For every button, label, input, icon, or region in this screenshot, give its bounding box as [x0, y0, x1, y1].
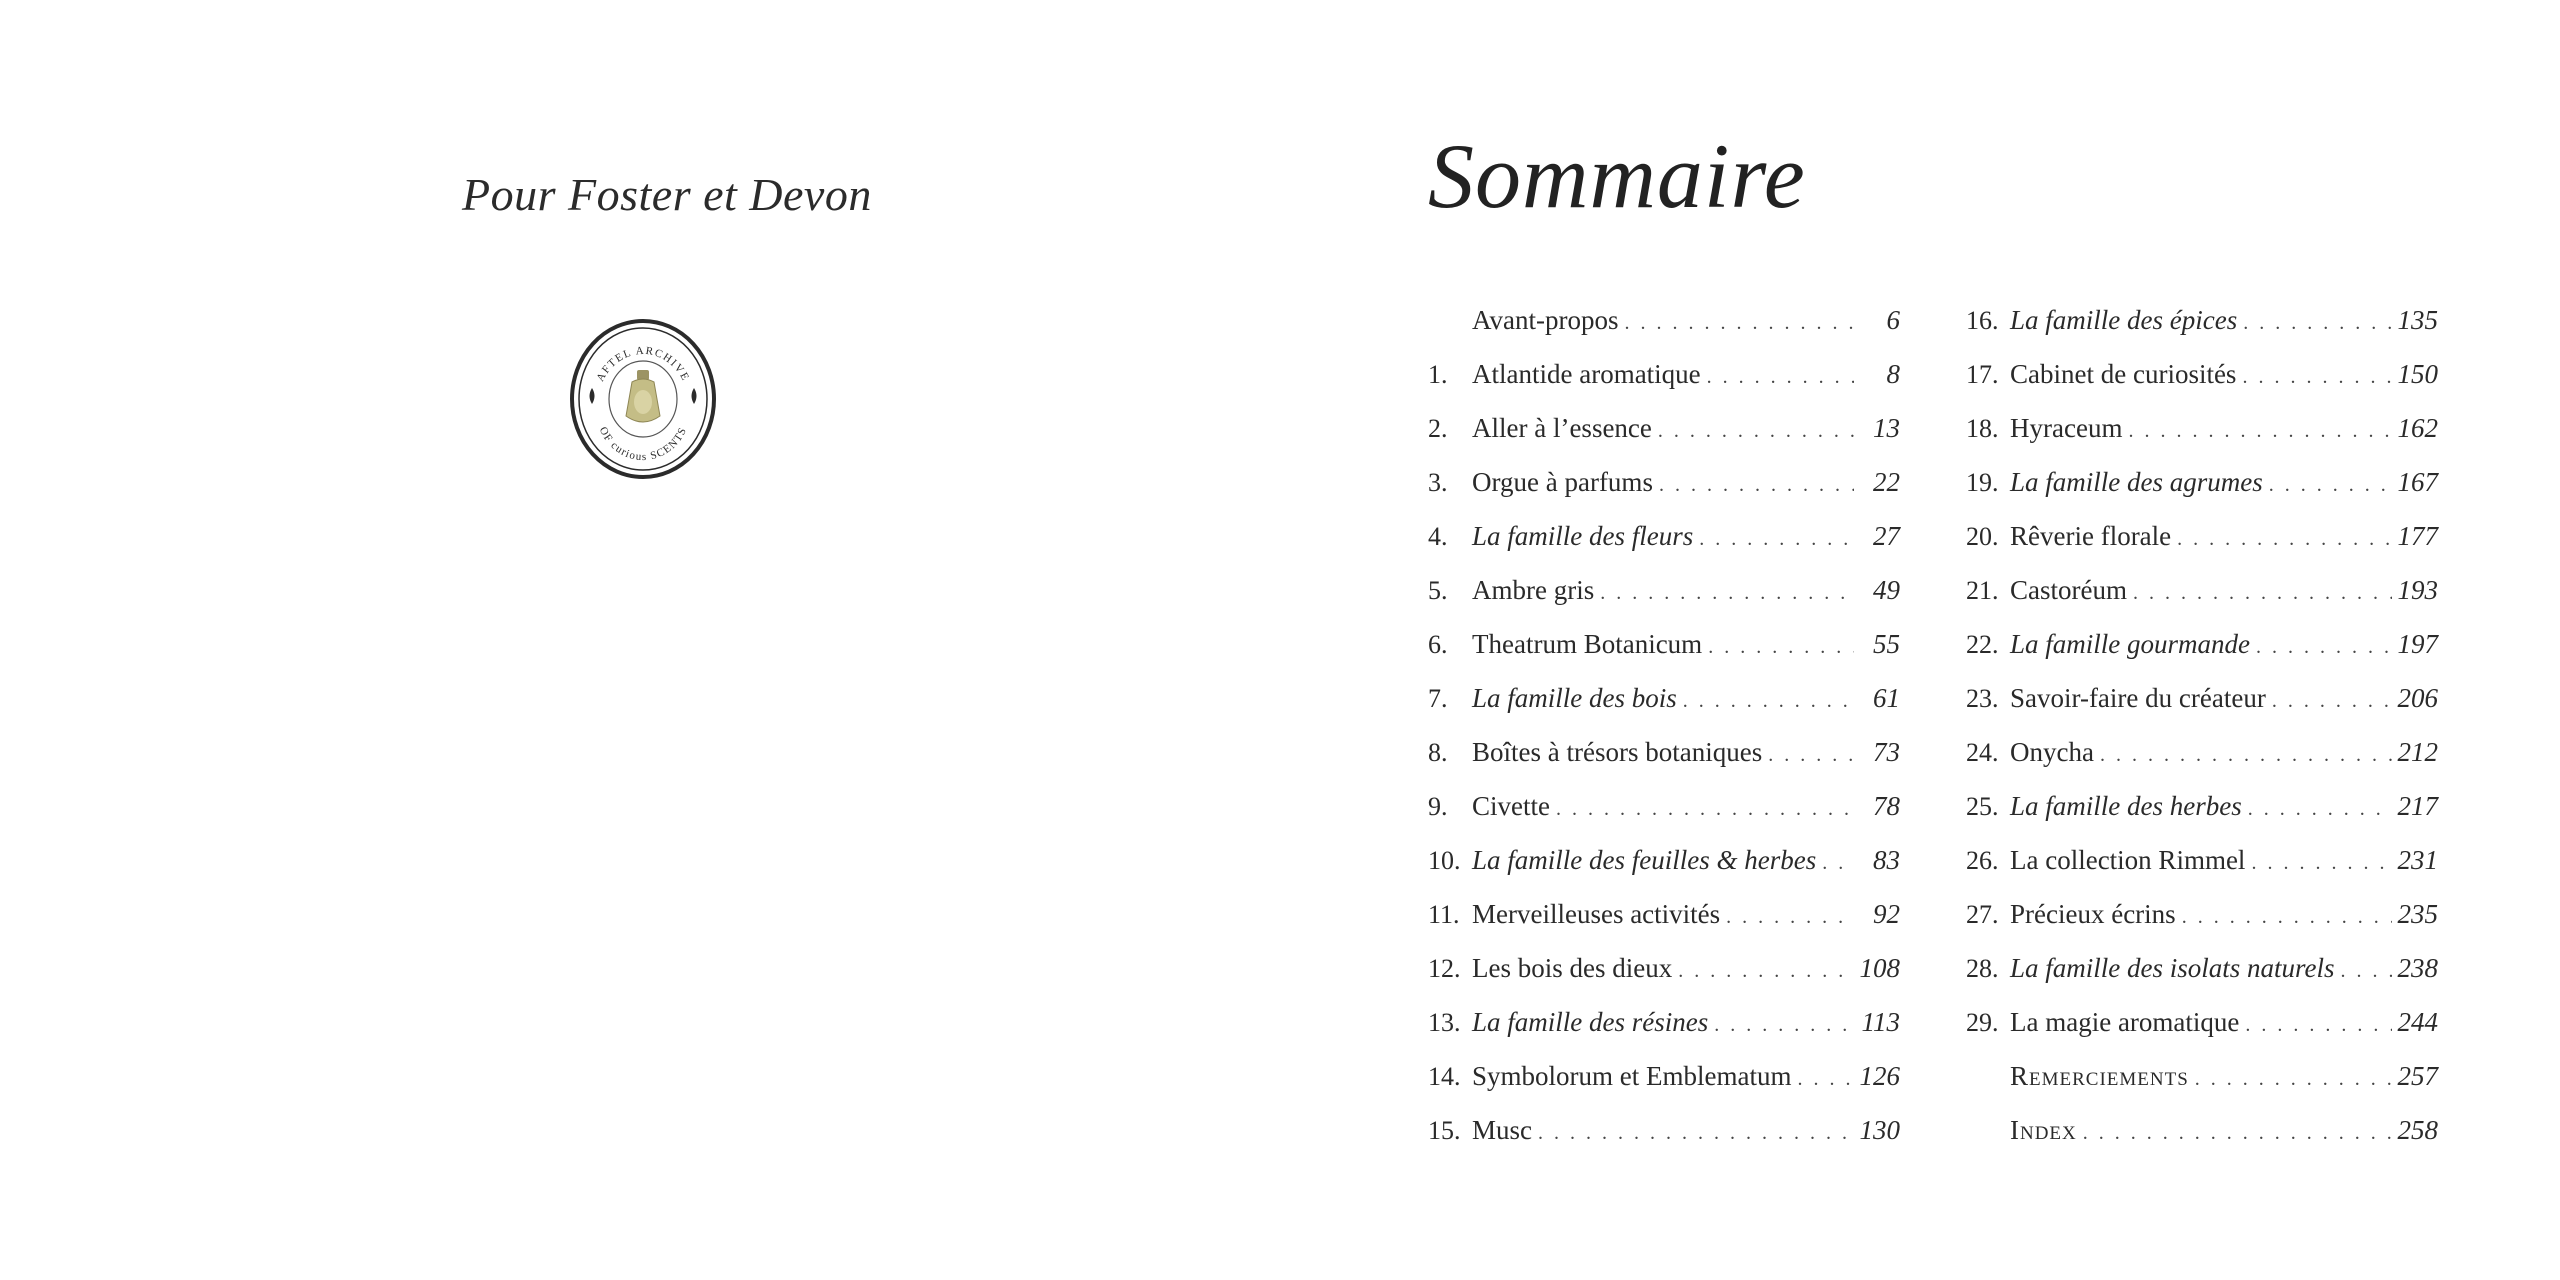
toc-entry	[1966, 305, 2438, 359]
toc-entry-number: 28.	[1966, 954, 1999, 983]
toc-entry-title: La famille des herbes	[2010, 791, 2242, 821]
seal-top-text: AFTEL ARCHIVE	[594, 344, 692, 384]
toc-entry-title: Civette	[1472, 791, 1550, 821]
toc-dot-leader	[2128, 420, 2391, 443]
toc-entry	[1428, 521, 1900, 575]
toc-entry	[1428, 1007, 1900, 1061]
toc-entry	[1966, 791, 2438, 845]
toc-dot-leader	[2248, 798, 2392, 821]
toc-dot-leader	[2133, 582, 2392, 605]
toc-entry-number: 21.	[1966, 576, 1999, 605]
toc-entry-number: 8.	[1428, 738, 1448, 767]
toc-entry-number: 4.	[1428, 522, 1448, 551]
toc-entry-title: Onycha	[2010, 737, 2094, 767]
toc-entry-title: La famille des feuilles & herbes	[1472, 845, 1817, 875]
toc-entry-title: Boîtes à trésors botaniques	[1472, 737, 1763, 767]
toc-dot-leader	[2083, 1122, 2392, 1145]
toc-dot-leader	[2182, 906, 2392, 929]
toc-entry-page: 257	[2397, 1061, 2438, 1091]
toc-entry-page: 206	[2397, 683, 2438, 713]
svg-text:OF curious SCENTS	[597, 425, 690, 463]
toc-entry-page: 83	[1873, 845, 1900, 875]
toc-dot-leader	[1708, 636, 1854, 659]
toc-entry-number: 23.	[1966, 684, 1999, 713]
toc-entry-page: 167	[2397, 467, 2438, 497]
toc-entry-title: La collection Rimmel	[2010, 845, 2246, 875]
toc-entry	[1428, 737, 1900, 791]
toc-entry-page: 235	[2397, 899, 2438, 929]
toc-entry-page: 113	[1861, 1007, 1900, 1037]
toc-dot-leader	[1714, 1014, 1854, 1037]
toc-entry-page: 212	[2397, 737, 2438, 767]
toc-entry-page: 92	[1873, 899, 1900, 929]
toc-entry-page: 193	[2397, 575, 2438, 605]
toc-entry-page: 78	[1873, 791, 1900, 821]
toc-entry-title: La famille des résines	[1472, 1007, 1709, 1037]
toc-dot-leader	[2341, 960, 2392, 983]
toc-entry	[1428, 953, 1900, 1007]
toc-entry-number: 25.	[1966, 792, 1999, 821]
toc-entry-number: 29.	[1966, 1008, 1999, 1037]
toc-entry-title: La magie aromatique	[2010, 1007, 2240, 1037]
toc-entry-title: Atlantide aromatique	[1472, 359, 1701, 389]
toc-entry-number: 15.	[1428, 1116, 1461, 1145]
toc-entry	[1966, 737, 2438, 791]
toc-dot-leader	[1683, 690, 1854, 713]
leaf-ornament-right-icon	[692, 388, 697, 404]
toc-entry-number: 14.	[1428, 1062, 1461, 1091]
toc-entry-page: 130	[1859, 1115, 1900, 1145]
toc-dot-leader	[2243, 312, 2391, 335]
toc-entry-page: 231	[2397, 845, 2438, 875]
toc-entry-title: La famille des bois	[1472, 683, 1677, 713]
toc-entry-title: La famille gourmande	[2010, 629, 2250, 659]
toc-entry	[1966, 467, 2438, 521]
toc-entry-number: 19.	[1966, 468, 1999, 497]
toc-dot-leader	[2242, 366, 2391, 389]
toc-entry-title: Remerciements	[2010, 1061, 2189, 1091]
toc-entry-page: 27	[1873, 521, 1900, 551]
toc-entry-page: 73	[1873, 737, 1900, 767]
toc-entry-title: La famille des isolats naturels	[2010, 953, 2335, 983]
toc-entry-title: Cabinet de curiosités	[2010, 359, 2237, 389]
toc-entry-title: Savoir-faire du créateur	[2010, 683, 2266, 713]
toc-entry-title: Avant-propos	[1472, 305, 1619, 335]
toc-entry-page: 197	[2397, 629, 2438, 659]
toc-entry	[1966, 1061, 2438, 1115]
toc-dot-leader	[1797, 1068, 1853, 1091]
toc-dot-leader	[1624, 312, 1854, 335]
toc-entry-page: 126	[1859, 1061, 1900, 1091]
leaf-ornament-left-icon	[590, 388, 595, 404]
toc-entry-page: 177	[2397, 521, 2438, 551]
toc-entry-number: 12.	[1428, 954, 1461, 983]
toc-entry	[1428, 575, 1900, 629]
toc-title: Sommaire	[1428, 125, 1806, 227]
toc-entry-page: 55	[1873, 629, 1900, 659]
toc-entry	[1966, 629, 2438, 683]
toc-entry-page: 13	[1873, 413, 1900, 443]
toc-entry-number: 27.	[1966, 900, 1999, 929]
toc-dot-leader	[1600, 582, 1854, 605]
toc-dot-leader	[1556, 798, 1854, 821]
toc-entry-page: 162	[2397, 413, 2438, 443]
toc-entry-number: 24.	[1966, 738, 1999, 767]
toc-dot-leader	[2100, 744, 2392, 767]
toc-entry-number: 1.	[1428, 360, 1448, 389]
toc-entry-number: 16.	[1966, 306, 1999, 335]
toc-dot-leader	[1726, 906, 1854, 929]
toc-column-2	[1966, 305, 2438, 1169]
dedication: Pour Foster et Devon	[462, 169, 872, 220]
toc-entry-number: 5.	[1428, 576, 1448, 605]
toc-entry-number: 17.	[1966, 360, 1999, 389]
toc-entry	[1966, 845, 2438, 899]
toc-entry	[1428, 791, 1900, 845]
toc-entry	[1966, 413, 2438, 467]
toc-entry	[1428, 899, 1900, 953]
toc-entry-number: 22.	[1966, 630, 1999, 659]
toc-entry	[1428, 629, 1900, 683]
toc-entry-page: 258	[2397, 1115, 2438, 1145]
toc-entry-page: 8	[1886, 359, 1900, 389]
toc-dot-leader	[2195, 1068, 2392, 1091]
toc-dot-leader	[1538, 1122, 1854, 1145]
toc-entry-title: Orgue à parfums	[1472, 467, 1653, 497]
toc-entry-title: La famille des épices	[2010, 305, 2238, 335]
toc-entry-number: 2.	[1428, 414, 1448, 443]
toc-entry	[1966, 575, 2438, 629]
toc-entry-page: 150	[2397, 359, 2438, 389]
toc-dot-leader	[2269, 474, 2392, 497]
seal-bottom-text: OF curious SCENTS	[596, 425, 690, 464]
toc-entry-number: 18.	[1966, 414, 1999, 443]
toc-dot-leader	[1768, 744, 1854, 767]
toc-dot-leader	[2251, 852, 2391, 875]
toc-dot-leader	[2177, 528, 2391, 551]
toc-entry-title: La famille des agrumes	[2010, 467, 2263, 497]
toc-entry-title: Ambre gris	[1472, 575, 1595, 605]
toc-entry-title: La famille des fleurs	[1472, 521, 1694, 551]
toc-entry-title: Symbolorum et Emblematum	[1472, 1061, 1792, 1091]
toc-entry-title: Index	[2010, 1115, 2077, 1145]
toc-entry-number: 13.	[1428, 1008, 1461, 1037]
toc-entry-title: Merveilleuses activités	[1472, 899, 1721, 929]
toc-dot-leader	[2245, 1014, 2391, 1037]
toc-entry-number: 10.	[1428, 846, 1461, 875]
toc-entry-title: Rêverie florale	[2010, 521, 2172, 551]
toc-entry-title: Musc	[1472, 1115, 1532, 1145]
toc-dot-leader	[1658, 420, 1854, 443]
toc-entry-page: 49	[1873, 575, 1900, 605]
toc-dot-leader	[1699, 528, 1854, 551]
toc-entry	[1966, 359, 2438, 413]
toc-dot-leader	[1659, 474, 1854, 497]
toc-dot-leader	[1822, 852, 1854, 875]
aftel-archive-seal-logo	[568, 318, 718, 480]
toc-entry-number: 6.	[1428, 630, 1448, 659]
toc-dot-leader	[1678, 960, 1853, 983]
toc-entry	[1428, 1115, 1900, 1169]
perfume-bottle-icon	[626, 370, 660, 422]
toc-entry	[1428, 845, 1900, 899]
toc-entry	[1966, 953, 2438, 1007]
toc-entry	[1428, 467, 1900, 521]
toc-entry-title: Theatrum Botanicum	[1472, 629, 1703, 659]
toc-column-1	[1428, 305, 1900, 1169]
toc-entry-page: 6	[1886, 305, 1900, 335]
toc-entry-title: Précieux écrins	[2010, 899, 2176, 929]
toc-entry-page: 135	[2397, 305, 2438, 335]
toc-entry-title: Les bois des dieux	[1472, 953, 1673, 983]
toc-entry-number: 3.	[1428, 468, 1448, 497]
toc-entry-page: 22	[1873, 467, 1900, 497]
toc-entry-page: 238	[2397, 953, 2438, 983]
toc-entry	[1428, 413, 1900, 467]
toc-entry-page: 217	[2397, 791, 2438, 821]
toc-entry-number: 7.	[1428, 684, 1448, 713]
toc-entry-title: Aller à l’essence	[1472, 413, 1652, 443]
toc-entry-number: 9.	[1428, 792, 1448, 821]
toc-dot-leader	[2256, 636, 2392, 659]
toc-entry	[1428, 1061, 1900, 1115]
toc-entry	[1966, 1115, 2438, 1169]
toc-entry	[1966, 1007, 2438, 1061]
toc-entry-page: 108	[1859, 953, 1900, 983]
toc-dot-leader	[2272, 690, 2392, 713]
toc-entry-title: Hyraceum	[2010, 413, 2123, 443]
toc-entry	[1428, 305, 1900, 359]
toc-entry-number: 26.	[1966, 846, 1999, 875]
toc-entry-number: 11.	[1428, 900, 1460, 929]
toc-entry	[1966, 683, 2438, 737]
toc-entry	[1428, 683, 1900, 737]
toc-entry-page: 244	[2397, 1007, 2438, 1037]
toc-entry-number: 20.	[1966, 522, 1999, 551]
toc-entry	[1428, 359, 1900, 413]
toc-entry-page: 61	[1873, 683, 1900, 713]
toc-entry	[1966, 521, 2438, 575]
toc-entry-title: Castoréum	[2010, 575, 2127, 605]
toc-entry	[1966, 899, 2438, 953]
toc-dot-leader	[1707, 366, 1854, 389]
